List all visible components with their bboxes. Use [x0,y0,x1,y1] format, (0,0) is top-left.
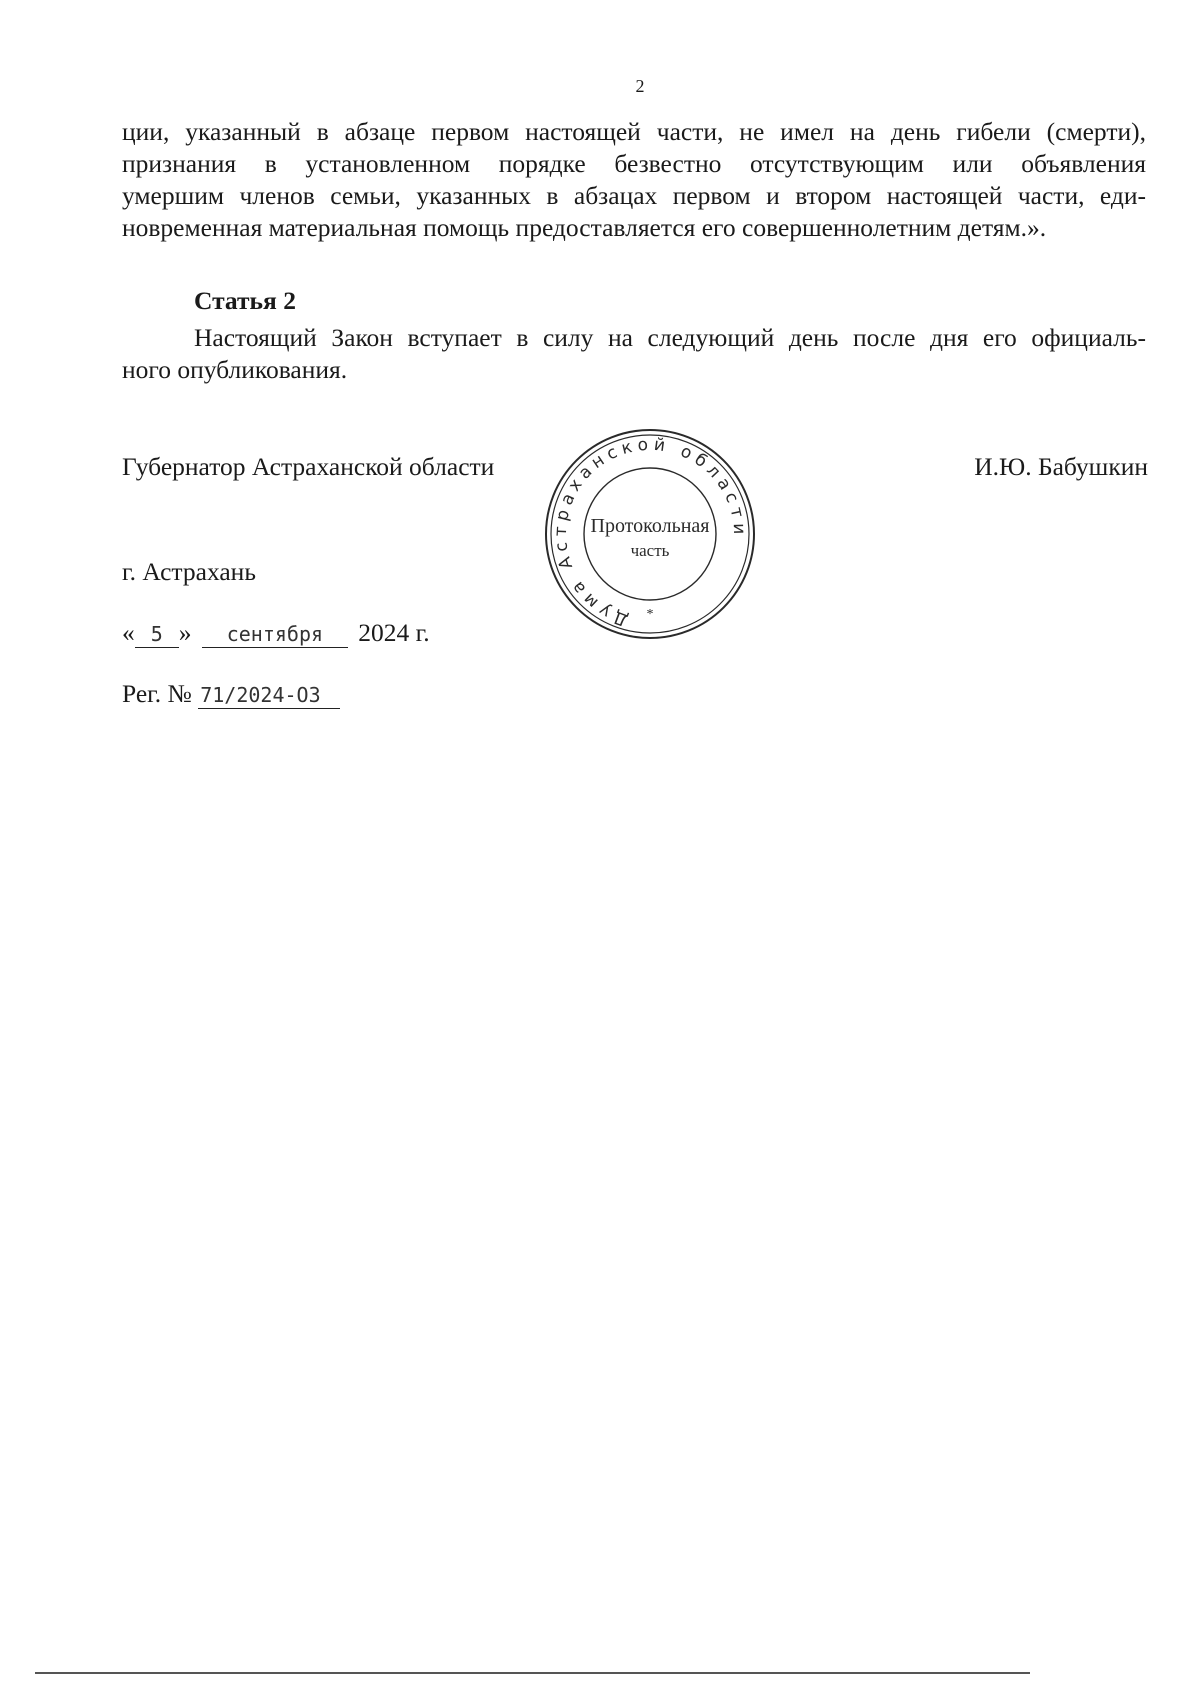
registration-label: Рег. № [122,679,192,708]
article-heading: Статья 2 [194,286,296,315]
date-open-quote: « [122,618,135,647]
signature-position: Губернатор Астраханской области [122,452,495,481]
page-number: 2 [635,76,645,96]
star-icon: * [646,607,654,622]
registration-number: 71/2024-ОЗ [198,682,340,709]
signature-name: И.Ю. Бабушкин [974,452,1148,481]
date-day: 5 [135,621,179,648]
paragraph-line: Настоящий Закон вступает в силу на следующий день после дня его официаль- [194,323,1146,352]
date-year: 2024 г. [358,618,430,647]
paragraph-line: новременная материальная помощь предоставляется его совершеннолетним детям.». [122,213,1047,242]
paragraph-line: ного опубликования. [122,355,348,384]
bottom-divider [35,1672,1030,1674]
registration-line [122,679,340,709]
date-line [122,618,430,648]
paragraph-article-2 [122,322,1146,386]
date-month: сентября [202,621,348,648]
paragraph-line: ции, указанный в абзаце первом настоящей части, не имел на день гибели (смерти), [122,117,1146,146]
paragraph-continuation [122,116,1146,244]
paragraph-line: признания в установленном порядке безвестно отсутствующим или объявления [122,149,1146,178]
official-stamp [535,420,765,640]
stamp-center-line1: Протокольная [590,515,710,537]
stamp-center-line2: часть [630,541,670,560]
stamp-ring-text: Дума Астраханской области [550,434,750,630]
paragraph-line: умершим членов семьи, указанных в абзацах первом и втором настоящей части, еди- [122,181,1146,210]
place: г. Астрахань [122,557,256,586]
date-close-quote: » [178,618,192,647]
